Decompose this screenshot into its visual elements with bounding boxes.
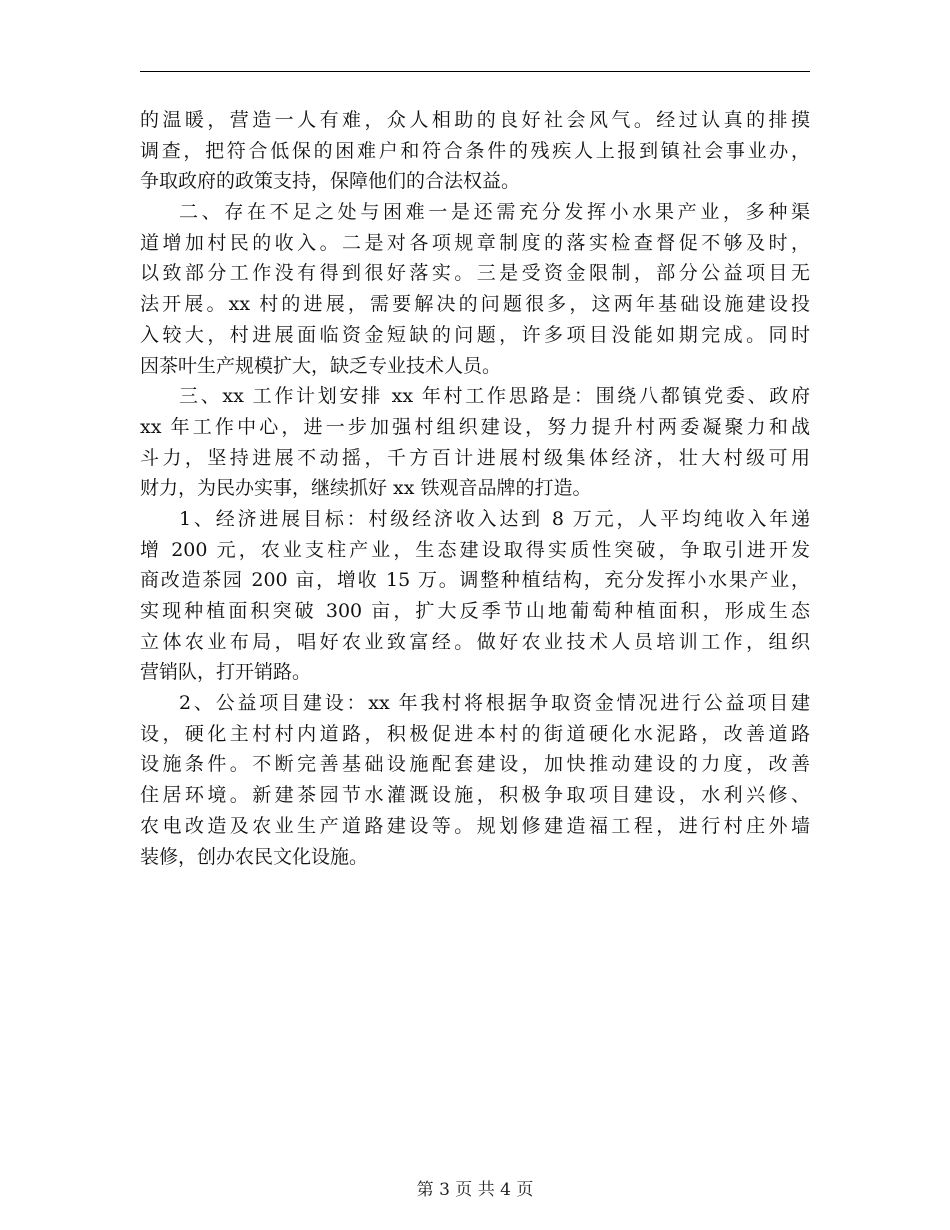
body-line: 农电改造及农业生产道路建设等。规划修建造福工程，进行村庄外墙 (140, 814, 810, 837)
body-line: 因茶叶生产规模扩大，缺乏专业技术人员。 (140, 354, 502, 377)
body-line: 1、经济进展目标：村级经济收入达到 8 万元，人平均纯收入年递 (179, 507, 810, 530)
body-line: 的温暖，营造一人有难，众人相助的良好社会风气。经过认真的排摸 (140, 109, 810, 131)
body-line: 法开展。xx 村的进展，需要解决的问题很多，这两年基础设施建设投 (140, 293, 810, 316)
body-line: 营销队，打开销路。 (140, 661, 312, 684)
body-line: 三、xx 工作计划安排 xx 年村工作思路是：围绕八都镇党委、政府 (179, 385, 810, 408)
body-line: 商改造茶园 200 亩，增收 15 万。调整种植结构，充分发挥小水果产业， (140, 569, 810, 592)
document-body (140, 105, 810, 872)
body-line: 增 200 元，农业支柱产业，生态建设取得实质性突破，争取引进开发 (140, 538, 810, 561)
body-line: 财力，为民办实事，继续抓好 xx 铁观音品牌的打造。 (140, 477, 592, 500)
page-number-footer: 第 3 页 共 4 页 (416, 1180, 534, 1200)
body-line: xx 年工作中心，进一步加强村组织建设，努力提升村两委凝聚力和战 (140, 415, 810, 438)
body-line: 设施条件。不断完善基础设施配套建设，加快推动建设的力度，改善 (140, 753, 810, 776)
body-line: 装修，创办农民文化设施。 (140, 845, 369, 868)
body-line: 住居环境。新建茶园节水灌溉设施，积极争取项目建设，水利兴修、 (140, 784, 810, 807)
body-line: 以致部分工作没有得到很好落实。三是受资金限制，部分公益项目无 (140, 262, 810, 285)
header-rule (140, 71, 810, 72)
body-line: 入较大，村进展面临资金短缺的问题，许多项目没能如期完成。同时 (140, 323, 810, 346)
body-line: 立体农业布局，唱好农业致富经。做好农业技术人员培训工作，组织 (140, 630, 810, 653)
body-line: 道增加村民的收入。二是对各项规章制度的落实检查督促不够及时， (140, 231, 810, 254)
body-line: 实现种植面积突破 300 亩，扩大反季节山地葡萄种植面积，形成生态 (140, 600, 810, 622)
body-line: 争取政府的政策支持，保障他们的合法权益。 (140, 170, 521, 193)
body-line: 二、存在不足之处与困难一是还需充分发挥小水果产业，多种渠 (179, 201, 810, 224)
body-line: 2、公益项目建设：xx 年我村将根据争取资金情况进行公益项目建 (179, 692, 810, 715)
body-line: 调查，把符合低保的困难户和符合条件的残疾人上报到镇社会事业办， (140, 139, 810, 162)
body-line: 设，硬化主村村内道路，积极促进本村的街道硬化水泥路，改善道路 (140, 722, 810, 745)
body-line: 斗力，坚持进展不动摇，千方百计进展村级集体经济，壮大村级可用 (140, 446, 810, 469)
